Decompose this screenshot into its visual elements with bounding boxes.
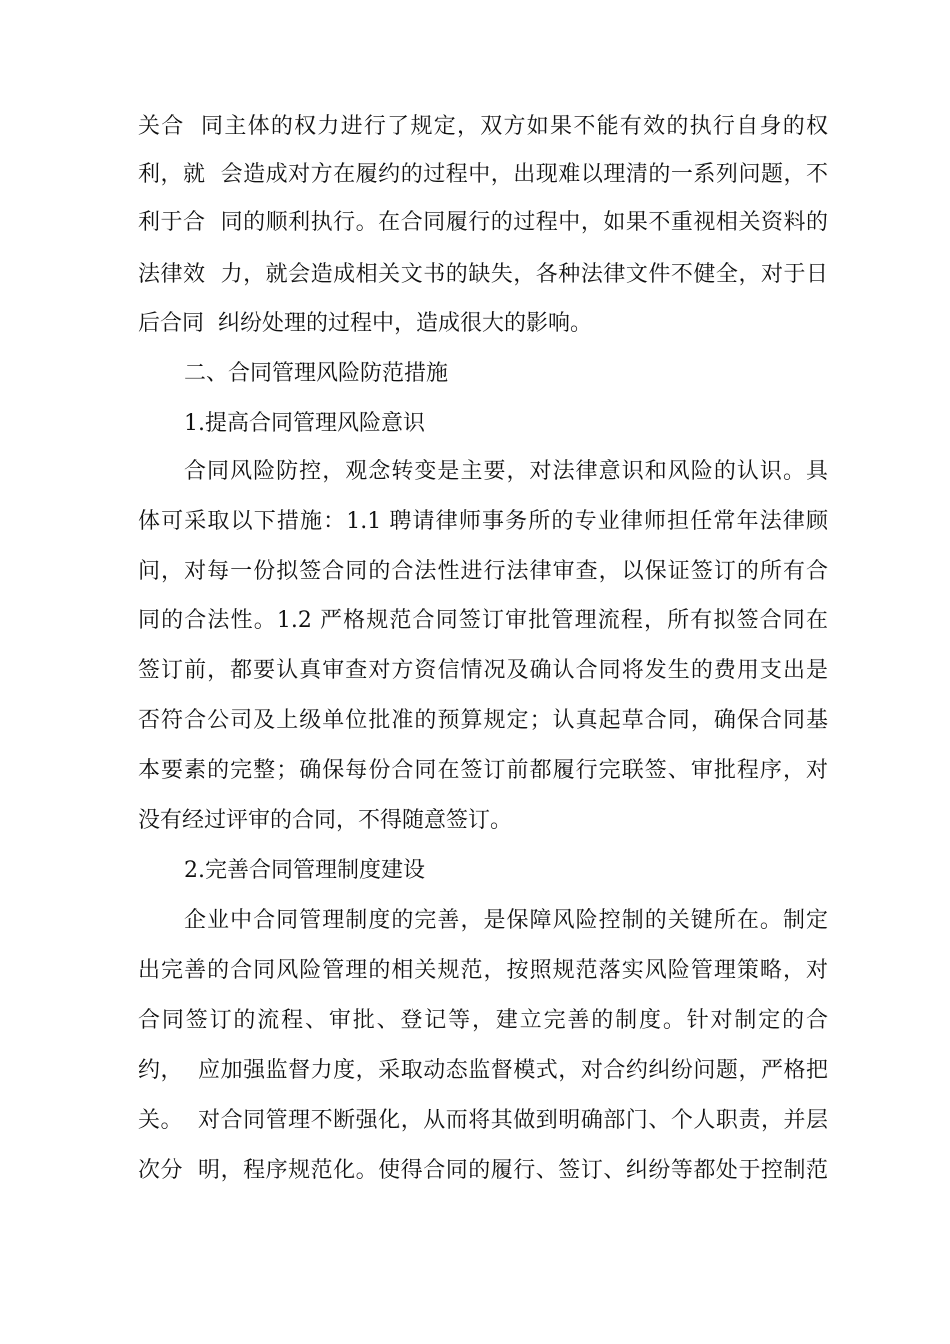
paragraph-line: 同的合法性。1.2 严格规范合同签订审批管理流程，所有拟签合同在 [138,608,828,633]
paragraph-line: 约， 应加强监督力度，采取动态监督模式，对合约纠纷问题，严格把 [138,1058,828,1083]
subheading-1: 1.提高合同管理风险意识 [184,411,425,436]
paragraph-line: 没有经过评审的合同，不得随意签订。 [138,808,513,833]
paragraph-line: 签订前，都要认真审查对方资信情况及确认合同将发生的费用支出是 [138,658,828,683]
paragraph-line: 利于合 同的顺利执行。在合同履行的过程中，如果不重视相关资料的 [138,210,828,235]
paragraph-line: 利，就 会造成对方在履约的过程中，出现难以理清的一系列问题，不 [138,162,828,187]
paragraph-line: 后合同 纠纷处理的过程中，造成很大的影响。 [138,311,592,336]
paragraph-line: 问，对每一份拟签合同的合法性进行法律审查，以保证签订的所有合 [138,559,828,584]
paragraph-line: 次分 明，程序规范化。使得合同的履行、签订、纠纷等都处于控制范 [138,1158,828,1183]
paragraph-line: 体可采取以下措施：1.1 聘请律师事务所的专业律师担任常年法律顾 [138,509,828,534]
paragraph-line: 出完善的合同风险管理的相关规范，按照规范落实风险管理策略，对 [138,958,828,983]
paragraph-line: 法律效 力，就会造成相关文书的缺失，各种法律文件不健全，对于日 [138,262,828,287]
paragraph-line: 企业中合同管理制度的完善，是保障风险控制的关键所在。制定 [184,908,828,933]
paragraph-line: 合同风险防控，观念转变是主要，对法律意识和风险的认识。具 [184,459,828,484]
section-heading: 二、合同管理风险防范措施 [184,361,449,386]
paragraph-line: 否符合公司及上级单位批准的预算规定；认真起草合同，确保合同基 [138,708,828,733]
paragraph-line: 关合 同主体的权力进行了规定，双方如果不能有效的执行自身的权 [138,114,828,139]
subheading-2: 2.完善合同管理制度建设 [184,858,425,883]
paragraph-line: 合同签订的流程、审批、登记等，建立完善的制度。针对制定的合 [138,1008,828,1033]
paragraph-line: 本要素的完整；确保每份合同在签订前都履行完联签、审批程序，对 [138,758,828,783]
paragraph-line: 关。 对合同管理不断强化，从而将其做到明确部门、个人职责，并层 [138,1108,828,1133]
